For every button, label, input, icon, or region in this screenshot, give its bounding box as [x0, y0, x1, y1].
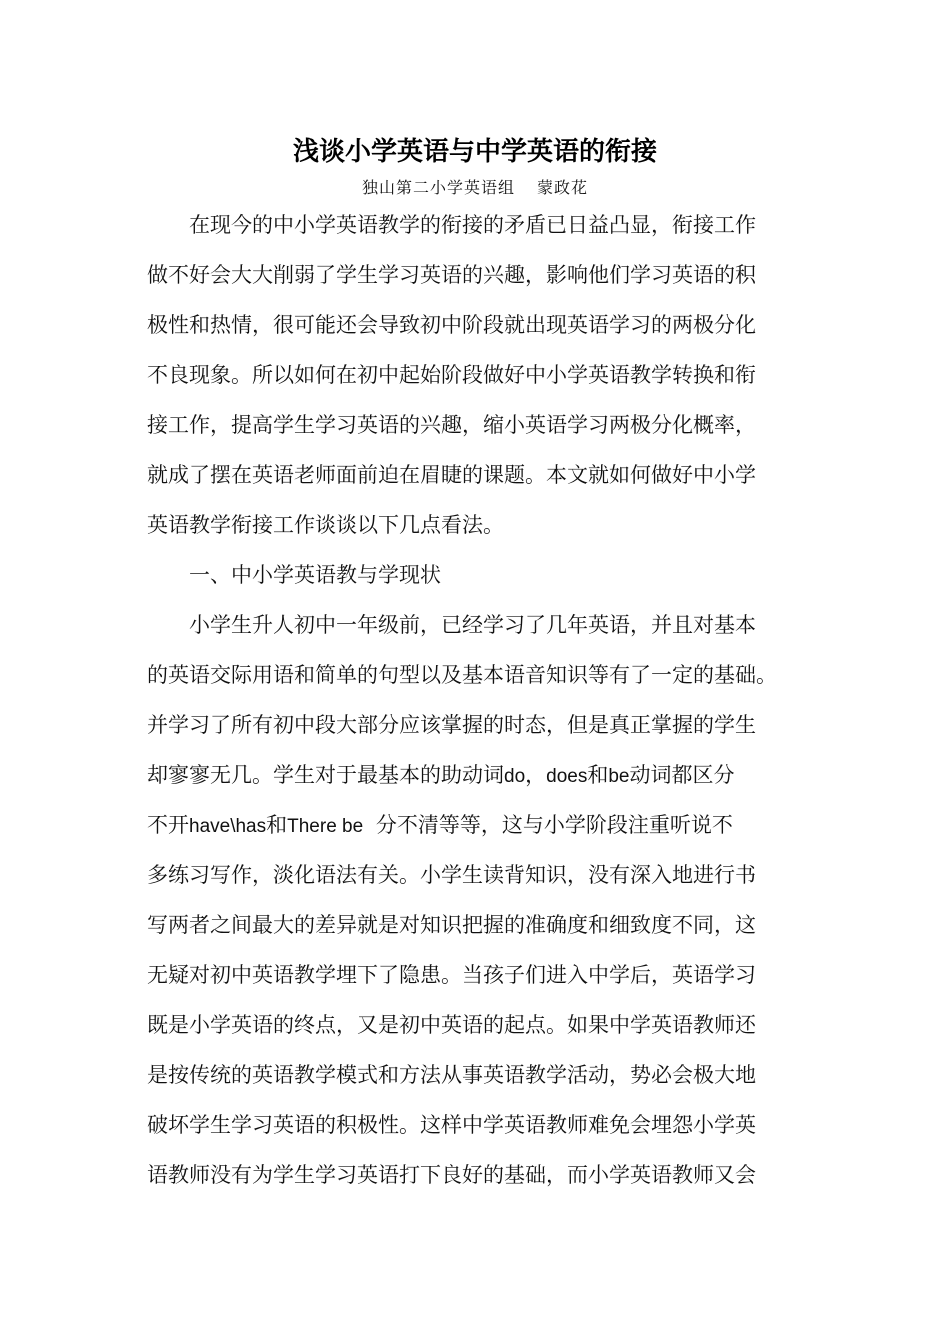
paragraph-line: [147, 807, 812, 857]
paragraph-line: 极性和热情，很可能还会导致初中阶段就出现英语学习的两极分化: [147, 313, 756, 337]
english-term: There be: [287, 816, 364, 837]
paragraph-line: 的英语交际用语和简单的句型以及基本语音知识等有了一定的基础。: [147, 663, 777, 687]
english-term: does: [546, 766, 588, 787]
document-body: [147, 207, 812, 1207]
paragraph-line: 做不好会大大削弱了学生学习英语的兴趣，影响他们学习英语的积: [147, 263, 756, 287]
paragraph-line: 既是小学英语的终点，又是初中英语的起点。如果中学英语教师还: [147, 1013, 756, 1037]
paragraph-line: 无疑对初中英语教学埋下了隐患。当孩子们进入中学后，英语学习: [147, 963, 756, 987]
paragraph-line: 多练习写作，淡化语法有关。小学生读背知识，没有深入地进行书: [147, 863, 756, 887]
paragraph-line: [147, 757, 812, 807]
paragraph-line: 接工作，提高学生学习英语的兴趣，缩小英语学习两极分化概率，: [147, 413, 756, 437]
text-run: 和: [587, 763, 609, 787]
english-term: be: [608, 766, 630, 787]
text-run: 分不清等等，这与小学阶段注重听说不: [363, 813, 733, 837]
paragraph-line: 不良现象。所以如何在初中起始阶段做好中小学英语教学转换和衔: [147, 363, 756, 387]
text-run: 和: [266, 813, 288, 837]
paragraph-line: 是按传统的英语教学模式和方法从事英语教学活动，势必会极大地: [147, 1063, 756, 1087]
author-byline: [0, 176, 950, 200]
text-run: ，: [525, 763, 547, 787]
english-term: have\has: [189, 816, 267, 837]
paragraph-line: 小学生升人初中一年级前，已经学习了几年英语，并且对基本: [189, 613, 756, 637]
paragraph-line: 英语教学衔接工作谈谈以下几点看法。: [147, 513, 504, 537]
section-heading: 一、中小学英语教与学现状: [189, 563, 441, 587]
paragraph-line: 写两者之间最大的差异就是对知识把握的准确度和细致度不同，这: [147, 913, 756, 937]
paragraph-line: 语教师没有为学生学习英语打下良好的基础，而小学英语教师又会: [147, 1163, 756, 1187]
author-group: 独山第二小学英语组: [361, 178, 515, 197]
document-title: 浅谈小学英语与中学英语的衔接: [292, 137, 657, 167]
text-run: 动词都区分: [629, 763, 735, 787]
english-term: do: [504, 766, 526, 787]
text-run: 不开: [147, 813, 189, 837]
paragraph-line: 并学习了所有初中段大部分应该掌握的时态，但是真正掌握的学生: [147, 713, 756, 737]
text-run: 却寥寥无几。学生对于最基本的助动词: [147, 763, 504, 787]
paragraph-line: 在现今的中小学英语教学的衔接的矛盾已日益凸显，衔接工作: [189, 213, 756, 237]
paragraph-line: 就成了摆在英语老师面前迫在眉睫的课题。本文就如何做好中小学: [147, 463, 756, 487]
paragraph-line: 破坏学生学习英语的积极性。这样中学英语教师难免会埋怨小学英: [147, 1113, 756, 1137]
author-name: 蒙政花: [537, 178, 589, 197]
